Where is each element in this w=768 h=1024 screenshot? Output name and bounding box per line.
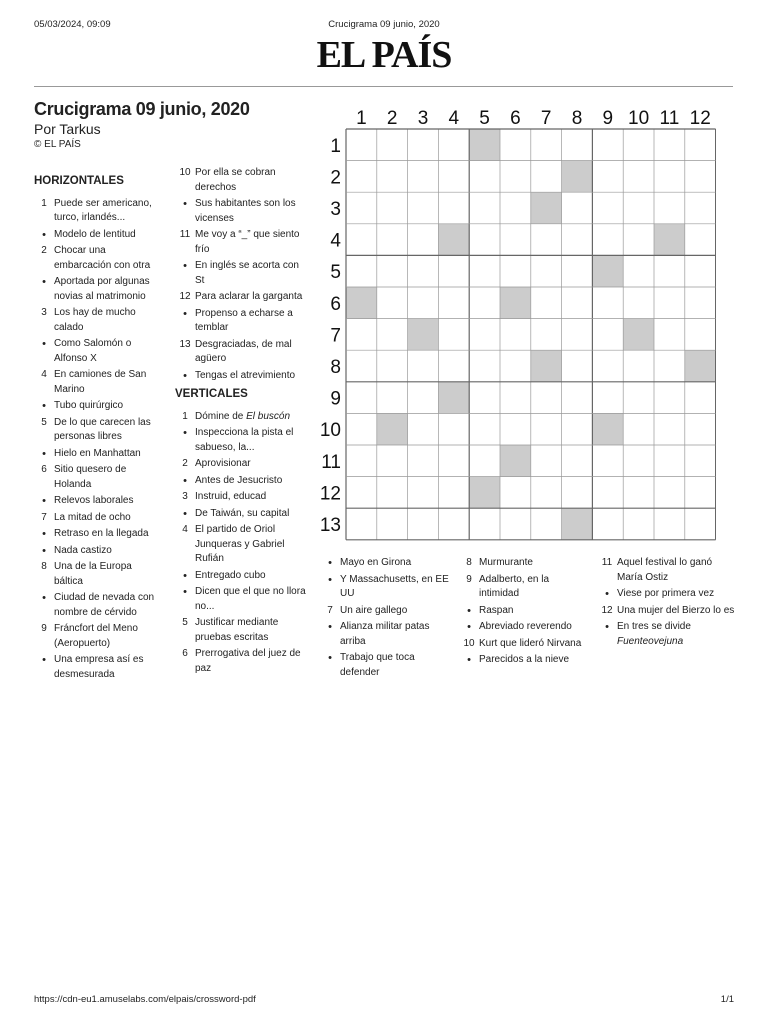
clue-text: En inglés se acorta con St — [195, 260, 299, 286]
clue-number: 1 — [41, 197, 47, 209]
clue-item — [34, 527, 162, 542]
column-number-label: 4 — [448, 108, 460, 129]
bullet-icon: • — [183, 198, 187, 210]
clue-number: 7 — [327, 604, 333, 616]
row-number-label: 5 — [330, 262, 341, 284]
clue-text: El partido de Oriol Junqueras y Gabriel Rufián — [195, 524, 285, 564]
bullet-icon: • — [42, 338, 46, 350]
clue-text: Dómine de El buscón — [195, 410, 291, 422]
black-cell — [346, 287, 377, 319]
bullet-icon: • — [42, 528, 46, 540]
clue-text: Como Salomón o Alfonso X — [54, 338, 132, 364]
bullet-icon: • — [467, 621, 471, 633]
clue-item — [175, 338, 308, 367]
clue-item — [175, 490, 308, 505]
bullet-icon: • — [467, 604, 471, 617]
clue-item — [34, 463, 162, 492]
bullet-icon: • — [605, 588, 609, 600]
clue-text: Prerrogativa del juez de paz — [195, 648, 301, 674]
row-number-label: 4 — [330, 230, 341, 252]
clue-item — [175, 197, 308, 226]
clue-text: Sitio quesero de Holanda — [54, 464, 127, 490]
black-cell — [408, 319, 439, 351]
clue-text: Adalberto, en la intimidad — [479, 573, 550, 599]
clue-text: Aquel festival lo ganó María Ostiz — [617, 557, 713, 583]
clue-item — [34, 494, 162, 509]
row-number-label: 8 — [330, 357, 341, 378]
clue-item — [597, 620, 735, 649]
column-number-label: 11 — [659, 108, 680, 129]
column-number-label: 3 — [417, 108, 429, 129]
clue-text: Retraso en la llegada — [54, 528, 149, 539]
bullet-icon: • — [42, 400, 46, 412]
clue-item — [34, 197, 162, 226]
clue-text: Ciudad de nevada con nombre de cérvido — [54, 592, 155, 618]
bullet-icon: • — [328, 652, 332, 664]
clue-item — [175, 307, 308, 336]
print-datetime: 05/03/2024, 09:09 — [34, 19, 111, 30]
clue-number: 7 — [41, 511, 47, 523]
clue-number: 5 — [182, 617, 188, 628]
clue-item — [597, 587, 735, 602]
clue-column-2 — [175, 166, 308, 678]
page-number: 1/1 — [720, 994, 734, 1005]
clue-number: 4 — [41, 369, 47, 380]
clue-italic-title: Fuenteovejuna — [617, 635, 684, 647]
clue-number: 5 — [41, 416, 47, 428]
clue-item — [175, 647, 308, 676]
clue-item — [175, 507, 308, 522]
vertical-clue-list — [175, 410, 308, 677]
bullet-icon: • — [42, 495, 46, 507]
clue-item — [34, 622, 162, 651]
clue-number: 1 — [182, 410, 188, 422]
clue-number: 6 — [182, 648, 188, 659]
column-number-label: 12 — [689, 108, 711, 129]
el-pais-logo: EL PAÍS — [316, 34, 452, 76]
bullet-icon: • — [183, 307, 187, 320]
clue-column-1 — [34, 174, 162, 684]
clue-item — [175, 410, 308, 425]
clue-item — [34, 653, 162, 682]
clue-number: 13 — [179, 338, 191, 350]
clue-number: 2 — [41, 245, 47, 256]
black-cell — [377, 413, 408, 445]
row-number-label: 12 — [319, 483, 341, 505]
column-number-label: 9 — [602, 108, 614, 129]
row-number-label: 7 — [330, 325, 341, 347]
clue-number: 3 — [182, 491, 188, 502]
clue-text: Nada castizo — [54, 544, 112, 556]
clue-item — [320, 573, 450, 602]
clue-item — [459, 653, 584, 668]
clue-text: Propenso a echarse a temblar — [195, 307, 293, 333]
bullet-icon: • — [183, 569, 187, 582]
bullet-icon: • — [183, 586, 187, 598]
clue-number: 3 — [41, 307, 47, 318]
clue-text: La mitad de ocho — [54, 511, 131, 523]
clue-item — [34, 368, 162, 397]
clue-item — [320, 651, 450, 680]
black-cell — [562, 161, 593, 193]
clue-item — [34, 337, 162, 366]
puzzle-author: Por Tarkus — [34, 121, 101, 137]
clue-item — [34, 447, 162, 462]
clue-text: Por ella se cobran derechos — [195, 167, 276, 193]
horizontal-clue-list-cont — [175, 166, 308, 383]
clue-column-5 — [597, 556, 735, 651]
clue-text: Dicen que el que no llora no... — [195, 586, 306, 612]
verticales-heading: VERTICALES — [175, 388, 248, 400]
clue-item — [34, 591, 162, 620]
bullet-icon: • — [42, 592, 46, 604]
bullet-icon: • — [328, 573, 332, 586]
bullet-icon: • — [42, 447, 46, 460]
clue-text: Una de la Europa báltica — [54, 561, 132, 587]
clue-item — [34, 306, 162, 335]
bullet-icon: • — [328, 557, 332, 569]
bullet-icon: • — [183, 474, 187, 487]
black-cell — [438, 382, 469, 414]
black-cell — [531, 192, 562, 224]
clue-item — [459, 573, 584, 602]
clue-column-3 — [320, 556, 450, 682]
clue-text: Kurt que lideró Nirvana — [479, 637, 582, 649]
clue-text: Viese por primera vez — [617, 588, 715, 599]
clue-text: Antes de Jesucristo — [195, 474, 283, 486]
clue-text: Y Massachusetts, en EE UU — [340, 573, 449, 599]
black-cell — [500, 445, 531, 477]
vertical-clue-list-cont-1 — [320, 556, 450, 680]
clue-number: 9 — [466, 573, 472, 585]
black-cell — [592, 413, 623, 445]
bullet-icon: • — [605, 621, 609, 633]
clue-item — [34, 416, 162, 445]
clue-text: Hielo en Manhattan — [54, 447, 141, 459]
bullet-icon: • — [467, 654, 471, 666]
clue-text: Una mujer del Bierzo lo es — [617, 604, 735, 616]
black-cell — [531, 350, 562, 382]
clue-item — [175, 228, 308, 257]
puzzle-title: Crucigrama 09 junio, 2020 — [34, 99, 250, 119]
black-cell — [469, 477, 500, 509]
clue-text: Me voy a “_” que siento frío — [195, 229, 300, 255]
clue-text: Una empresa así es desmesurada — [54, 654, 144, 680]
clue-item — [459, 620, 584, 635]
clue-text: Aportada por algunas novias al matrimonio — [54, 276, 150, 302]
bullet-icon: • — [183, 427, 187, 439]
clue-text: Abreviado reverendo — [479, 621, 572, 632]
copyright: © EL PAÍS — [34, 139, 81, 150]
clue-number: 12 — [601, 604, 613, 616]
row-number-label: 2 — [330, 167, 341, 189]
clue-text: De Taiwán, su capital — [195, 507, 290, 519]
clue-text: Tengas el atrevimiento — [195, 369, 296, 381]
clue-text: Mayo en Girona — [340, 557, 412, 568]
clue-number: 2 — [182, 458, 188, 469]
clue-item — [459, 556, 584, 571]
black-cell — [654, 224, 685, 256]
print-doc-title: Crucigrama 09 junio, 2020 — [328, 19, 440, 30]
column-number-label: 2 — [386, 108, 398, 129]
clue-text: Raspan — [479, 604, 514, 616]
column-number-label: 5 — [479, 108, 490, 129]
clue-item — [597, 604, 735, 619]
black-cell — [592, 255, 623, 287]
clue-text: En tres se divide Fuenteovejuna — [617, 621, 691, 647]
black-cell — [500, 287, 531, 319]
clue-number: 9 — [41, 623, 47, 634]
clue-item — [320, 620, 450, 649]
bullet-icon: • — [42, 654, 46, 666]
clue-number: 12 — [179, 291, 191, 302]
crossword-grid — [310, 100, 716, 544]
clue-number: 4 — [182, 524, 188, 535]
clue-item — [175, 369, 308, 384]
column-number-label: 10 — [628, 108, 650, 129]
clue-column-4 — [459, 556, 584, 670]
clue-text: De lo que carecen las personas libres — [54, 416, 151, 442]
row-number-label: 10 — [319, 420, 341, 442]
black-cell — [469, 129, 500, 161]
clue-text: Sus habitantes son los vicenses — [195, 198, 296, 224]
column-number-label: 6 — [510, 108, 521, 129]
vertical-clue-list-cont-3 — [597, 556, 735, 649]
clue-text: Instruid, educad — [195, 491, 267, 502]
clue-number: 11 — [179, 229, 191, 240]
clue-item — [175, 616, 308, 645]
clue-item — [34, 399, 162, 414]
clue-text: Para aclarar la garganta — [195, 291, 303, 302]
row-number-label: 1 — [330, 135, 341, 157]
clue-item — [175, 585, 308, 614]
bullet-icon: • — [183, 507, 187, 520]
clue-item — [175, 259, 308, 288]
clue-text: Entregado cubo — [195, 569, 266, 581]
clue-text: Parecidos a la nieve — [479, 654, 570, 665]
clue-item — [175, 166, 308, 195]
clue-item — [34, 511, 162, 526]
clue-text: Puede ser americano, turco, irlandés... — [54, 197, 152, 223]
black-cell — [623, 319, 654, 351]
clue-number: 11 — [601, 557, 613, 568]
header-divider — [34, 86, 733, 87]
bullet-icon: • — [42, 276, 46, 288]
clue-text: Modelo de lentitud — [54, 228, 136, 240]
clue-text: Desgraciadas, de mal agüero — [195, 338, 292, 364]
clue-text: Murmurante — [479, 557, 533, 568]
clue-number: 10 — [179, 167, 191, 178]
row-number-label: 6 — [330, 293, 341, 315]
clue-item — [175, 523, 308, 567]
row-number-label: 13 — [319, 515, 341, 536]
black-cell — [562, 508, 593, 540]
clue-number: 8 — [41, 561, 47, 572]
clue-item — [459, 604, 584, 619]
clue-text: Tubo quirúrgico — [54, 400, 124, 411]
clue-item — [34, 244, 162, 273]
clue-text: Relevos laborales — [54, 495, 134, 506]
clue-text: Los hay de mucho calado — [54, 307, 136, 333]
clue-item — [34, 275, 162, 304]
clue-item — [320, 556, 450, 571]
clue-item — [597, 556, 735, 585]
clue-item — [175, 569, 308, 584]
clue-number: 8 — [466, 557, 472, 568]
clue-italic-title: El buscón — [246, 410, 291, 422]
clue-item — [320, 604, 450, 619]
clue-number: 10 — [463, 637, 475, 649]
row-number-label: 11 — [321, 451, 341, 473]
clue-text: Trabajo que toca defender — [340, 652, 415, 678]
horizontales-heading: HORIZONTALES — [34, 175, 124, 187]
bullet-icon: • — [328, 621, 332, 633]
bullet-icon: • — [42, 228, 46, 241]
clue-text: Alianza militar patas arriba — [340, 621, 430, 647]
clue-item — [175, 474, 308, 489]
clue-item — [175, 426, 308, 455]
vertical-clue-list-cont-2 — [459, 556, 584, 668]
clue-item — [34, 560, 162, 589]
clue-number: 6 — [41, 464, 47, 475]
column-number-label: 7 — [540, 108, 552, 129]
footer-url: https://cdn-eu1.amuselabs.com/elpais/crossword-pdf — [34, 994, 256, 1005]
bullet-icon: • — [42, 544, 46, 557]
clue-text: En camiones de San Marino — [54, 369, 147, 395]
black-cell — [438, 224, 469, 256]
column-number-label: 1 — [356, 108, 367, 129]
clue-item — [34, 228, 162, 243]
bullet-icon: • — [183, 369, 187, 382]
clue-text: Chocar una embarcación con otra — [54, 245, 151, 271]
clue-text: Inspecciona la pista el sabueso, la... — [195, 427, 294, 453]
black-cell — [685, 350, 716, 382]
clue-text: Aprovisionar — [195, 458, 251, 469]
clue-item — [175, 290, 308, 305]
clue-text: Fráncfort del Meno (Aeropuerto) — [54, 623, 138, 649]
clue-text: Un aire gallego — [340, 604, 408, 616]
clue-item — [34, 544, 162, 559]
row-number-label: 9 — [330, 388, 341, 410]
clue-item — [175, 457, 308, 472]
column-number-label: 8 — [571, 108, 583, 129]
row-number-label: 3 — [330, 199, 341, 220]
horizontal-clue-list — [34, 197, 162, 683]
bullet-icon: • — [183, 260, 187, 272]
clue-item — [459, 637, 584, 652]
clue-text: Justificar mediante pruebas escritas — [195, 617, 279, 643]
